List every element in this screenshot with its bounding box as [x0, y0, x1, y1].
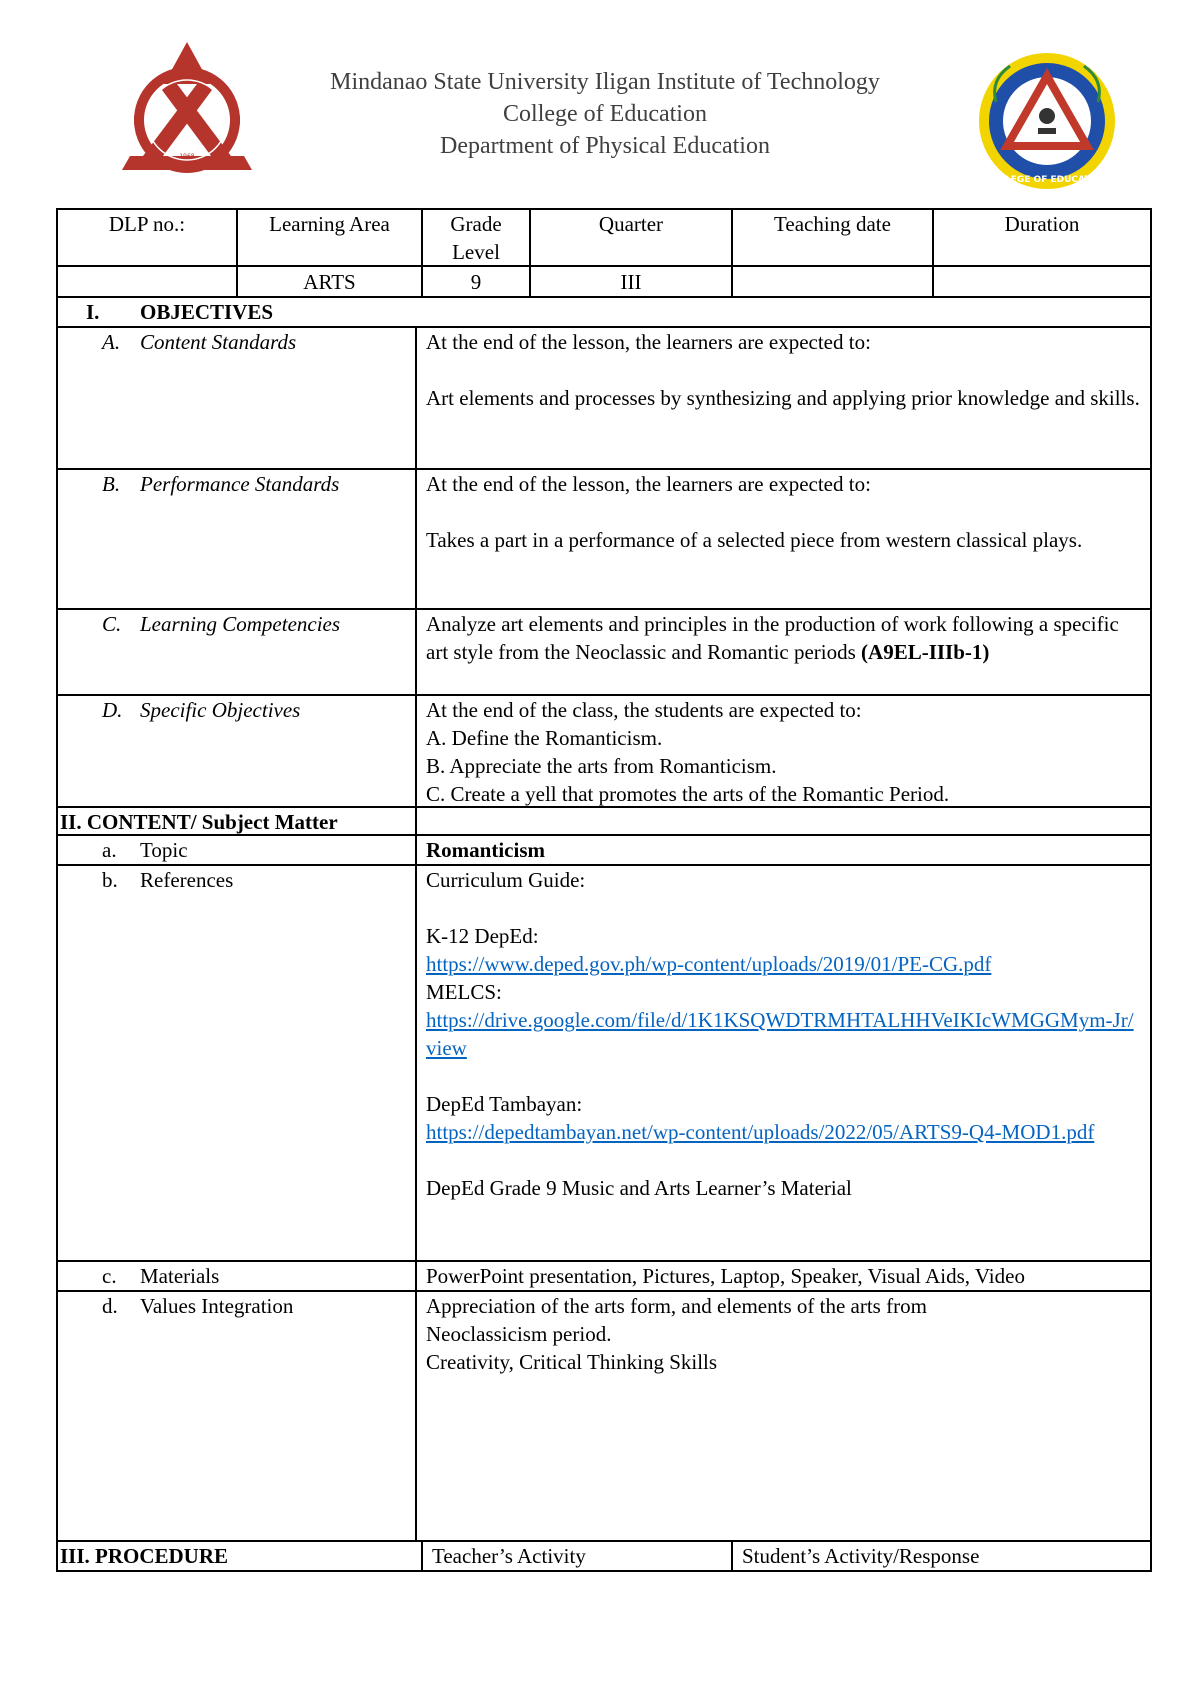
specific-objective-item: A. Define the Romanticism.: [426, 726, 663, 750]
msu-iit-seal-icon: [112, 38, 262, 183]
topic-letter: a.: [102, 838, 117, 862]
content-standards-value: [426, 328, 1140, 412]
performance-standards-value: [426, 470, 1140, 554]
svg-text:1968: 1968: [179, 153, 195, 160]
values-integration-letter: d.: [102, 1294, 118, 1318]
performance-standards-intro: At the end of the lesson, the learners are expected to:: [426, 472, 871, 496]
college-name: College of Education: [503, 101, 707, 127]
content-heading: II. CONTENT/ Subject Matter: [60, 810, 338, 834]
institution-block: [280, 66, 930, 162]
tambayan-label: DepEd Tambayan:: [426, 1092, 583, 1116]
daily-lesson-plan-table: [56, 208, 1152, 1572]
value-grade-level: 9: [470, 270, 482, 294]
specific-objectives-letter: D.: [102, 698, 123, 722]
k12-link[interactable]: https://www.deped.gov.ph/wp-content/uploads/2019/01/PE-CG.pdf: [426, 952, 992, 976]
learners-material: DepEd Grade 9 Music and Arts Learner’s Material: [426, 1176, 852, 1200]
specific-objective-item: B. Appreciate the arts from Romanticism.: [426, 754, 777, 778]
specific-objectives-value: [426, 696, 1140, 808]
svg-text:COLLEGE OF EDUCATION: COLLEGE OF EDUCATION: [985, 175, 1109, 185]
values-integration-line2: Creativity, Critical Thinking Skills: [426, 1350, 718, 1374]
content-standards-label: Content Standards: [140, 330, 297, 354]
document-header: [0, 0, 1200, 200]
objectives-number: I.: [86, 300, 100, 324]
k12-label: K-12 DepEd:: [426, 924, 539, 948]
learning-competencies-value: [426, 610, 1140, 666]
college-of-education-seal-icon: [976, 50, 1118, 192]
curriculum-guide-label: Curriculum Guide:: [426, 868, 586, 892]
content-standards-letter: A.: [102, 330, 121, 354]
procedure-teacher-activity: Teacher’s Activity: [432, 1544, 586, 1568]
learning-competencies-letter: C.: [102, 612, 122, 636]
header-grade-level: Grade Level: [450, 212, 502, 264]
header-dlp-no: DLP no.:: [108, 212, 186, 236]
materials-letter: c.: [102, 1264, 117, 1288]
references-letter: b.: [102, 868, 118, 892]
references-value: [426, 866, 1140, 1202]
specific-objectives-intro: At the end of the class, the students are expected to:: [426, 698, 862, 722]
values-integration-value: [426, 1292, 1026, 1376]
performance-standards-text: Takes a part in a performance of a selected piece from western classical plays.: [426, 528, 1083, 552]
materials-value: PowerPoint presentation, Pictures, Laptop, Speaker, Visual Aids, Video: [426, 1264, 1025, 1288]
objectives-heading: OBJECTIVES: [140, 300, 274, 324]
topic-value: Romanticism: [426, 838, 545, 862]
specific-objective-item: C. Create a yell that promotes the arts of the Romantic Period.: [426, 782, 950, 806]
content-standards-text: Art elements and processes by synthesizing and applying prior knowledge and skills.: [426, 386, 1140, 410]
value-quarter: III: [620, 270, 642, 294]
performance-standards-label: Performance Standards: [140, 472, 340, 496]
value-learning-area: ARTS: [303, 270, 356, 294]
institution-name: Mindanao State University Iligan Institute of Technology: [330, 69, 880, 95]
specific-objectives-label: Specific Objectives: [140, 698, 301, 722]
learning-competencies-code: (A9EL-IIIb-1): [861, 640, 990, 664]
department-name: Department of Physical Education: [440, 133, 770, 159]
learning-competencies-text: Analyze art elements and principles in the production of work following a specific art style from the Neoclassic and Romantic periods: [426, 612, 1119, 664]
values-integration-label: Values Integration: [140, 1294, 294, 1318]
references-label: References: [140, 868, 234, 892]
procedure-student-activity: Student’s Activity/Response: [742, 1544, 980, 1568]
topic-label: Topic: [140, 838, 188, 862]
tambayan-link[interactable]: https://depedtambayan.net/wp-content/uploads/2022/05/ARTS9-Q4-MOD1.pdf: [426, 1120, 1095, 1144]
performance-standards-letter: B.: [102, 472, 121, 496]
learning-competencies-label: Learning Competencies: [140, 612, 341, 636]
header-duration: Duration: [1004, 212, 1080, 236]
procedure-heading: III. PROCEDURE: [60, 1544, 229, 1568]
melcs-link[interactable]: https://drive.google.com/file/d/1K1KSQWDTRMHTALHHVeIKIcWMGGMym-Jr/view: [426, 1008, 1134, 1060]
header-teaching-date: Teaching date: [774, 212, 891, 236]
header-learning-area: Learning Area: [269, 212, 390, 236]
header-quarter: Quarter: [598, 212, 664, 236]
materials-label: Materials: [140, 1264, 220, 1288]
content-standards-intro: At the end of the lesson, the learners are expected to:: [426, 330, 871, 354]
melcs-label: MELCS:: [426, 980, 502, 1004]
values-integration-line1: Appreciation of the arts form, and elements of the arts from Neoclassicism period.: [426, 1294, 927, 1346]
